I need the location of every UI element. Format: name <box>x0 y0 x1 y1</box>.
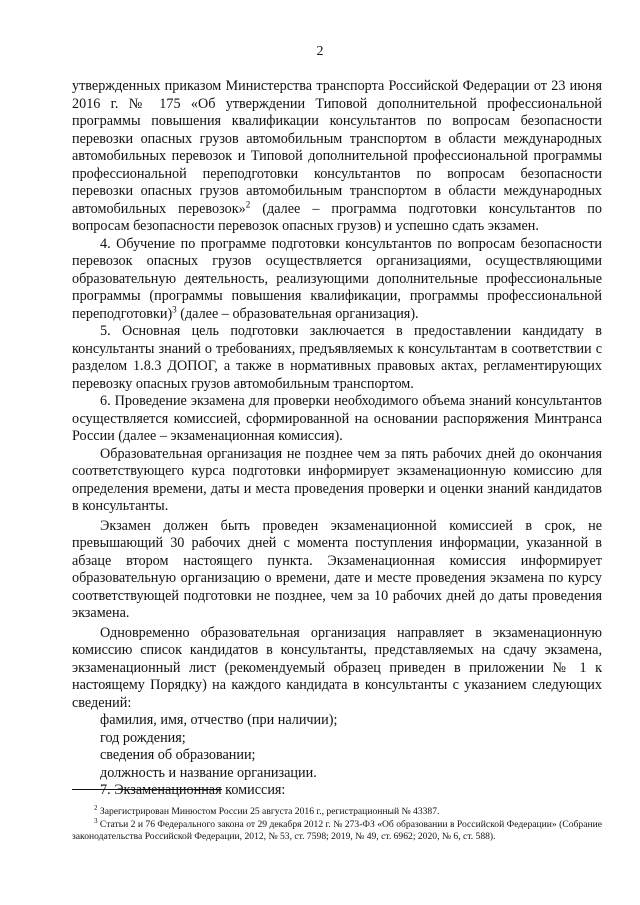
list-item: год рождения; <box>100 729 186 746</box>
paragraph-item-4 <box>72 236 602 324</box>
paragraph-text: 4. Обучение по программе подготовки консультантов по вопросам безопасности перевозок опасных грузов осуществляется организациями, осуществляющими образовательную деятельность, реализующими дополнительные профессиональные программы (программы повышения квалификации, программы профессиональной переподготовки) <box>72 235 602 322</box>
footnotes <box>72 803 602 844</box>
paragraph-notification: Образовательная организация не позднее чем за пять рабочих дней до окончания соответствующего курса подготовки информирует экзаменационную комиссию для определения времени, даты и места проведения проверки и оценки знаний кандидатов в консультанты. <box>72 445 602 514</box>
paragraph-text-tail: (далее – программа подготовки консультантов по вопросам безопасности перевозок опасных грузов) и успешно сдать экзамен. <box>72 200 602 234</box>
paragraph-item-7: 7. Экзаменационная комиссия: <box>100 782 286 798</box>
paragraph-continuation <box>72 78 602 236</box>
footnote-ref: 2 <box>245 198 251 209</box>
paragraph-text: утвержденных приказом Министерства транспорта Российской Федерации от 23 июня 2016 г. № 175 «Об утверждении Типовой дополнительной профессиональной программы повышения квалификации консультантов по вопросам безопасности перевозки опасных грузов автомобильным транспортом в области международных автомобильных перевозок и Типовой дополнительной профессиональной программы профессиональной переподготовки консультантов по вопросам безопасности перевозки опасных грузов автомобильным транспортом в области международных автомобильных перевозок» <box>72 78 602 217</box>
paragraph-candidate-list: Одновременно образовательная организация направляет в экзаменационную комиссию список кандидатов в консультанты, представляемых на сдачу экзамена, экзаменационный лист (рекомендуемый образец приведен в приложении № 1 к настоящему Порядку) на каждого кандидата в консультанты с указанием следующих сведений: <box>72 624 602 711</box>
paragraph-item-6: 6. Проведение экзамена для проверки необходимого объема знаний консультантов осуществляется комиссией, сформированной на основании распоряжения Минтранса России (далее – экзаменационная комиссия). <box>72 393 602 444</box>
footnote-mark: 2 <box>94 803 98 812</box>
footnote-divider <box>72 789 222 790</box>
footnote-2 <box>72 803 602 819</box>
footnote-3 <box>72 816 602 844</box>
footnote-text: Статьи 2 и 76 Федерального закона от 29 декабря 2012 г. № 273-ФЗ «Об образовании в Российской Федерации» (Собрание законодательства Российской Федерации, 2012, № 53, ст. 7598; 2019, № 49, ст. 6962; 2020, № 6, ст. 588). <box>72 818 602 842</box>
paragraph-text-tail: (далее – образовательная организация). <box>176 305 419 322</box>
list-item: сведения об образовании; <box>100 747 256 763</box>
footnote-mark: 3 <box>94 816 98 825</box>
footnote-text: Зарегистрирован Минюстом России 25 августа 2016 г., регистрационный № 43387. <box>97 806 440 817</box>
list-item: фамилия, имя, отчество (при наличии); <box>100 712 338 728</box>
footnote-ref: 3 <box>172 303 177 314</box>
page-number: 2 <box>316 44 324 59</box>
document-body <box>72 78 602 800</box>
list-item: должность и название организации. <box>100 764 317 781</box>
paragraph-item-5: 5. Основная цель подготовки заключается в предоставлении кандидату в консультанты знаний о требованиях, предъявляемых к консультантам в соответствии с разделом 1.8.3 ДОПОГ, а также в нормативных правовых актах, регламентирующих перевозку опасных грузов автомобильным транспортом. <box>72 323 602 392</box>
paragraph-exam-deadline: Экзамен должен быть проведен экзаменационной комиссией в срок, не превышающий 30 рабочих дней с момента поступления информации, указанной в абзаце втором настоящего пункта. Экзаменационная комиссия информирует образовательную организацию о времени, дате и месте проведения экзамена по курсу соответствующей подготовки не позднее, чем за 10 рабочих дней до даты проведения экзамена. <box>72 517 602 621</box>
